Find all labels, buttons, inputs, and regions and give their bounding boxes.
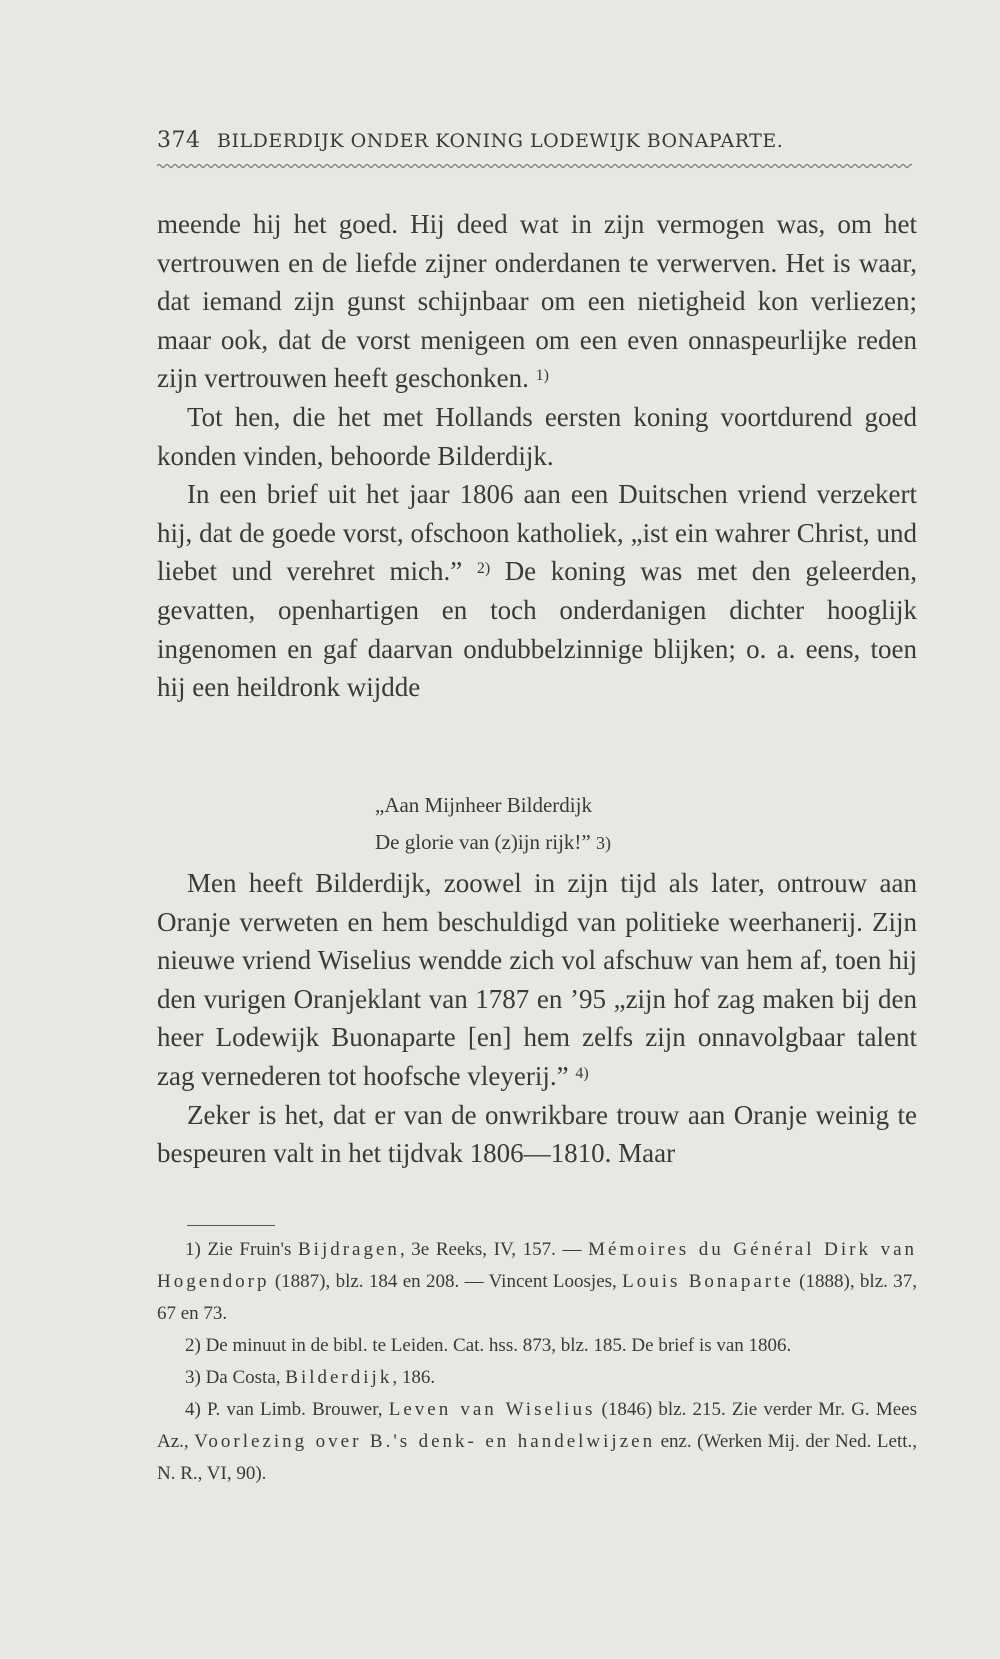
footnote-ref-3: 3) (596, 833, 611, 853)
main-text-top (157, 205, 917, 707)
footnote-rule (187, 1225, 275, 1226)
running-header (157, 128, 917, 153)
paragraph-4: Men heeft Bilderdijk, zoowel in zijn tijd als later, ontrouw aan Oranje verweten en hem beschuldigd van politieke weerhanerij. Zijn nieuwe vriend Wiselius wendde zich vol afschuw van hem af, toen hij den vurigen Oranjeklant van 1787 en ’95 „zijn hof zag maken bij den heer Lodewijk Buonaparte [en] hem zelfs zijn onnavolgbaar talent zag vernederen tot hoofsche vleyerij.” $^{4)}$ (157, 868, 917, 1091)
running-title: BILDERDIJK ONDER KONING LODEWIJK BONAPARTE. (217, 130, 784, 152)
verse-quote (375, 787, 775, 862)
footnote-ref-2: 2) (476, 560, 491, 578)
paragraph-2: Tot hen, die het met Hollands eersten koning voortdurend goed konden vinden, behoorde Bilderdijk. (157, 401, 917, 471)
paragraph-5: Zeker is het, dat er van de onwrikbare trouw aan Oranje weinig te bespeuren valt in het tijdvak 1806—1810. Maar (157, 1099, 917, 1169)
footnote-2: 2) De minuut in de bibl. te Leiden. Cat. hss. 873, blz. 185. De brief is van 1806. (185, 1335, 792, 1356)
footnote-ref-1: 1) (535, 367, 549, 385)
page-number: 374 (157, 128, 201, 153)
footnote-3: 3) Da Costa, Bilderdijk, 186. (185, 1367, 436, 1388)
quote-line-1: „Aan Mijnheer Bilderdijk (375, 793, 592, 817)
paragraph-3: In een brief uit het jaar 1806 aan een Duitschen vriend verzekert hij, dat de goede vorst, ofschoon katholiek, „ist ein wahrer Christ, und liebet und verehret mich.” $^{2)}$ De koning was met den geleerden, gevatten, openhartigen en toch onderdanigen dichter hooglijk ingenomen en gaf daarvan ondubbelzinnige blijken; o. a. eens, toen hij een heildronk wijdde (157, 479, 918, 703)
wavy-rule (157, 162, 912, 170)
footnote-1: 1) Zie Fruin's Bijdragen, 3e Reeks, IV, 157. — Mémoires du Général Dirk van Hogendorp (1887), blz. 184 en 208. — Vincent Loosjes, Louis Bonaparte (1888), blz. 37, 67 en 73. (157, 1239, 918, 1324)
main-text-bottom (157, 864, 917, 1173)
footnotes (157, 1234, 917, 1490)
quote-line-2: De glorie van (z)ijn rijk!” 3) (375, 830, 611, 854)
footnote-4: 4) P. van Limb. Brouwer, Leven van Wiselius (1846) blz. 215. Zie verder Mr. G. Mees Az., Voorlezing over B.'s denk- en handelwijzen enz. (Werken Mij. der Ned. Lett., N. R., VI, 90). (157, 1399, 917, 1484)
footnote-ref-4: 4) (575, 1064, 589, 1082)
paragraph-1: meende hij het goed. Hij deed wat in zijn vermogen was, om het vertrouwen en de liefde zijner onderdanen te verwerven. Het is waar, dat iemand zijn gunst schijnbaar om een nietigheid kon verliezen; maar ook, dat de vorst menigeen om een even onnaspeurlijke reden zijn vertrouwen heeft geschonken. $^{1)}$ (157, 209, 917, 394)
